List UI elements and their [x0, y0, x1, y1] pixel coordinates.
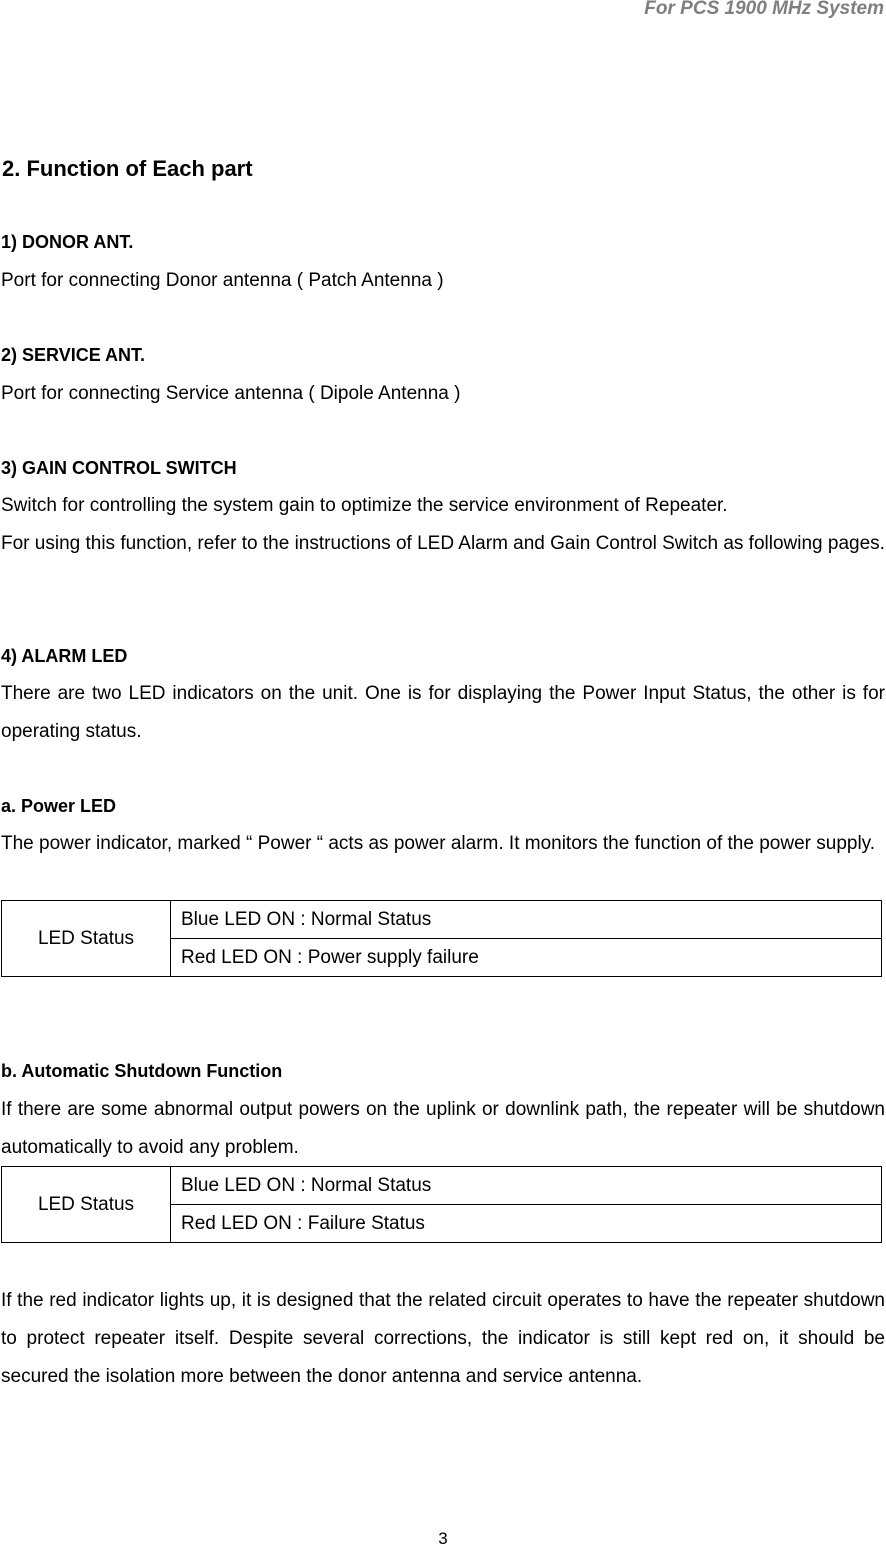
header-note: For PCS 1900 MHz System	[644, 0, 884, 19]
shutdown-heading: b. Automatic Shutdown Function	[1, 1061, 283, 1081]
shutdown-note: If the red indicator lights up, it is designed that the related circuit operates to have the repeater shutdown to protect repeater itself. Despite several corrections, the indicator is still kept red on, it should be secured the isolation more between the donor antenna and service antenna.	[1, 1290, 885, 1387]
donor-ant-text: Port for connecting Donor antenna ( Patch Antenna )	[1, 270, 444, 291]
service-ant-text: Port for connecting Service antenna ( Dipole Antenna )	[1, 383, 461, 404]
shutdown-status-table	[1, 1166, 882, 1243]
donor-ant-heading: 1) DONOR ANT.	[1, 232, 134, 252]
shutdown-text: If there are some abnormal output powers on the uplink or downlink path, the repeater will be shutdown automatically to avoid any problem.	[1, 1099, 885, 1158]
led-status-label: LED Status	[2, 1167, 171, 1243]
gain-control-heading: 3) GAIN CONTROL SWITCH	[1, 458, 237, 478]
led-status-label: LED Status	[2, 901, 171, 977]
power-led-status-table	[1, 900, 882, 977]
section-title: 2. Function of Each part	[2, 156, 253, 181]
power-led-heading: a. Power LED	[1, 796, 117, 816]
led-status-row: Blue LED ON : Normal Status	[171, 901, 882, 939]
page-number: 3	[438, 1529, 448, 1548]
led-status-row: Blue LED ON : Normal Status	[171, 1167, 882, 1205]
power-led-text: The power indicator, marked “ Power “ acts as power alarm. It monitors the function of the power supply.	[1, 833, 876, 854]
led-status-row: Red LED ON : Failure Status	[171, 1205, 882, 1243]
alarm-led-text: There are two LED indicators on the unit. One is for displaying the Power Input Status, the other is for operating status.	[1, 683, 885, 742]
table-row	[2, 901, 882, 939]
service-ant-heading: 2) SERVICE ANT.	[1, 345, 146, 365]
table-row	[2, 1167, 882, 1205]
gain-control-text-1: Switch for controlling the system gain to optimize the service environment of Repeater.	[1, 495, 728, 516]
led-status-row: Red LED ON : Power supply failure	[171, 939, 882, 977]
gain-control-text-2: For using this function, refer to the instructions of LED Alarm and Gain Control Switch as following pages.	[1, 533, 885, 554]
alarm-led-heading: 4) ALARM LED	[1, 646, 128, 666]
